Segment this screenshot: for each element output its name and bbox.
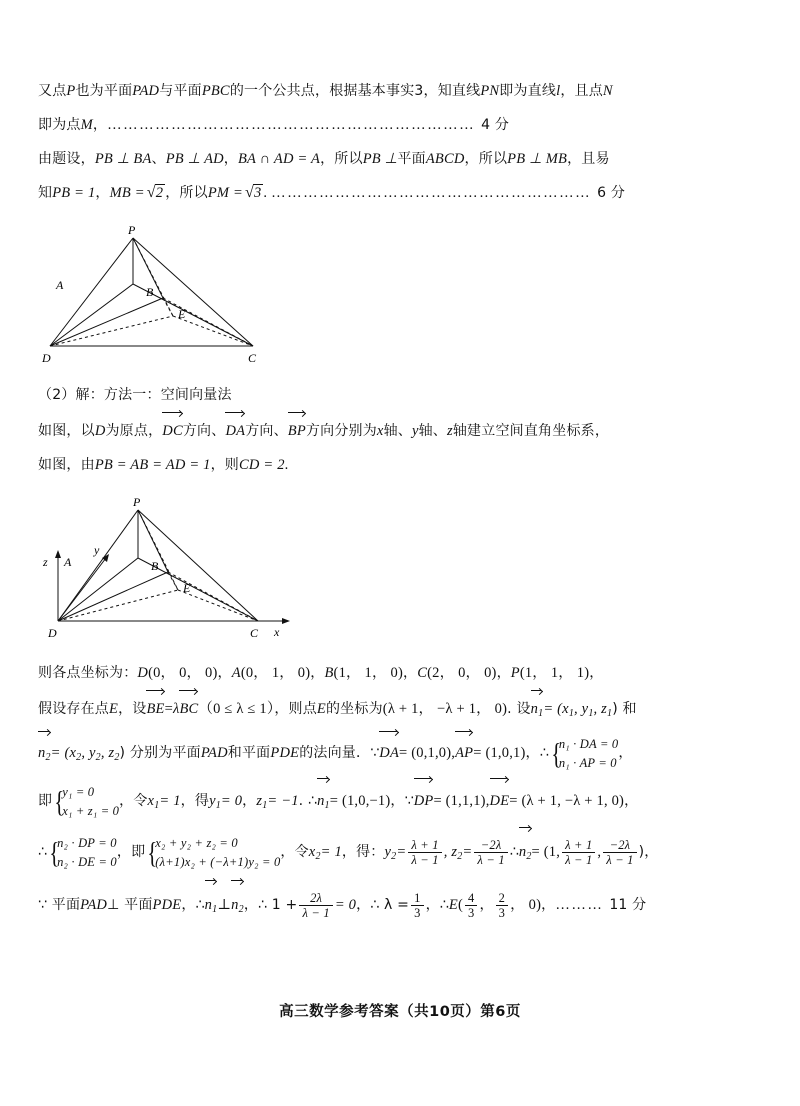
paragraph-line: 即为点M，…………………………………………………………… 4 分	[38, 117, 510, 133]
figure-1-label-B: B	[146, 285, 154, 299]
figure-2-label-B: B	[151, 559, 159, 573]
figure-2-label-z-axis: z	[43, 555, 48, 569]
vector-BC: BC	[179, 690, 198, 726]
vector-BE: BE	[146, 690, 164, 726]
figure-1-label-P: P	[128, 226, 136, 237]
score-mark: 6 分	[597, 185, 626, 201]
fraction-neg2lambda-over-lambda-minus-1-b: $\frac{-2\lambda}{\lambda - 1}$	[603, 838, 636, 868]
fraction-two-thirds: $\frac{2}{3}$	[496, 891, 508, 921]
figure-1-label-A: A	[56, 278, 64, 292]
figure-1-label-D: D	[42, 351, 51, 365]
paragraph-line: ∵ 平面PAD⊥ 平面PDE，$\therefore n_1\perp n_2$，∴ 1 + $\frac{2\lambda}{\lambda - 1}$ = 0，∴ λ = $\frac{1}{3}$ ，∴E( $\frac{4}{3}$ ， $\frac{2}{3}$ ， 0)，……… 11 分	[38, 880, 762, 933]
vector-DE: DE	[490, 778, 510, 822]
figure-1-label-E: E	[178, 307, 186, 321]
vector-AP: AP	[455, 731, 473, 773]
vector-DP: DP	[414, 778, 434, 822]
vector-DA-2: DA	[379, 731, 399, 773]
paragraph-line: 即 { y₁ = 0 x₁ + z₁ = 0 ，令$x_1= 1$，得$y_1= 0$，$z_1= -1$. $\therefore n_1= (1,0,-1)$，∵DP= (1,1,1),DE= (λ + 1, −λ + 1, 0)，	[38, 778, 762, 827]
vector-DC: DC	[162, 412, 183, 448]
paragraph-line: ∴ { n₂ · DP = 0 n₂ · DE = 0 ，即 { x₂ + y₂ + z₂ = 0 (λ+1)x₂ + (−λ+1)y₂ = 0 ，令$x_2= 1$，得：$y_2=$ $\frac{\lambda + 1}{\lambda - 1}$ , $z_2=$ $\frac{-2\lambda}{\lambda - 1}$ $\therefore n_2= (1$, $\frac{\lambda + 1}{\lambda - 1}$ , $\frac{-2\lambda}{\lambda - 1}$ )，	[38, 827, 762, 880]
score-mark: 11 分	[609, 897, 647, 913]
paragraph-line: $n_2= (x_2$, $y_2$, $z_2$) 分别为平面PAD和平面PDE的法向量．∵DA= (0,1,0),AP= (1,0,1)，∴ { n₁ · DA = 0 n₁ · AP = 0 ，	[38, 731, 762, 778]
vector-n2: $n_2$	[38, 731, 51, 778]
sqrt-3: √3	[244, 184, 262, 201]
equation-system-3: { n₂ · DP = 0 n₂ · DE = 0	[47, 834, 117, 872]
vector-n1-b: $n_1$	[317, 778, 330, 827]
equation-system-2: { y₁ = 0 x₁ + z₁ = 0	[52, 783, 119, 821]
leader-dots: ………	[555, 897, 604, 913]
fraction-lambda-plus-1-over-lambda-minus-1-b: $\frac{\lambda + 1}{\lambda - 1}$	[562, 838, 595, 868]
figure-tetrahedron-2-axes	[38, 496, 762, 656]
paragraph-line: 由题设，PB ⊥ BA、PB ⊥ AD，BA ∩ AD = A，所以PB ⊥平面ABCD，所以PB ⊥ MB，且易	[38, 151, 610, 167]
figure-1-label-C: C	[248, 351, 257, 365]
score-mark: 4 分	[481, 117, 510, 133]
figure-tetrahedron-1	[38, 226, 762, 376]
paragraph-line: 则各点坐标为：D(0， 0， 0)，A(0， 1， 0)，B(1， 1， 0)，C(2， 0， 0)，P(1， 1， 1)，	[38, 665, 604, 681]
paragraph-line: 知PB = 1，MB = √2 ，所以PM = √3 . …………………………………………………… 6 分	[38, 176, 762, 210]
figure-2-label-A: A	[64, 555, 72, 569]
paragraph-line: 又点P也为平面PAD与平面PBC的一个公共点，根据基本事实3，知直线PN即为直线l，且点N	[38, 83, 613, 99]
vector-BP: BP	[288, 412, 306, 448]
figure-2-label-x-axis: x	[274, 625, 280, 639]
vector-DA: DA	[225, 412, 245, 448]
leader-dots: ……………………………………………………………	[107, 117, 476, 133]
figure-2-label-E: E	[183, 581, 191, 595]
figure-2-label-P: P	[133, 496, 141, 509]
paragraph-line: 如图，由PB = AB = AD = 1，则CD = 2.	[38, 457, 289, 473]
paragraph-line: 如图，以D为原点，DC方向、DA方向、BP方向分别为x轴、y轴、z轴建立空间直角坐标系，	[38, 412, 762, 448]
equation-system-4: { x₂ + y₂ + z₂ = 0 (λ+1)x₂ + (−λ+1)y₂ = 0	[145, 834, 280, 872]
page-footer: 高三数学参考答案（共10页）第6页	[279, 1004, 521, 1020]
document-body	[38, 74, 762, 933]
leader-dots: ……………………………………………………	[271, 185, 592, 201]
vector-n1-c: $n_1$	[205, 880, 218, 933]
figure-2-svg	[38, 496, 338, 656]
paragraph-line: （2）解：方法一：空间向量法	[38, 387, 232, 403]
equation-system-1: { n₁ · DA = 0 n₁ · AP = 0	[549, 735, 619, 773]
fraction-neg2lambda-over-lambda-minus-1: $\frac{-2\lambda}{\lambda - 1}$	[474, 838, 507, 868]
vector-n2-b: $n_2$	[519, 827, 532, 880]
paragraph-line: 假设存在点E，设BE=λBC（0 ≤ λ ≤ 1），则点E的坐标为(λ + 1， −λ + 1， 0). 设$n_1= (x_1$, $y_1$, $z_1$) 和	[38, 690, 762, 731]
fraction-one-third: $\frac{1}{3}$	[411, 891, 423, 921]
fraction-lambda-plus-1-over-lambda-minus-1: $\frac{\lambda + 1}{\lambda - 1}$	[408, 838, 441, 868]
fraction-2lambda-over-lambda-minus-1: $\frac{2\lambda}{\lambda - 1}$	[299, 891, 332, 921]
fraction-four-thirds: $\frac{4}{3}$	[465, 891, 477, 921]
figure-2-label-y-axis: y	[94, 543, 100, 557]
sqrt-2: √2	[146, 184, 164, 201]
figure-1-svg	[38, 226, 318, 376]
figure-2-label-D: D	[48, 626, 57, 640]
vector-n1: $n_1$	[531, 690, 544, 731]
vector-n2-c: $n_2$	[231, 880, 244, 933]
figure-2-label-C: C	[250, 626, 259, 640]
